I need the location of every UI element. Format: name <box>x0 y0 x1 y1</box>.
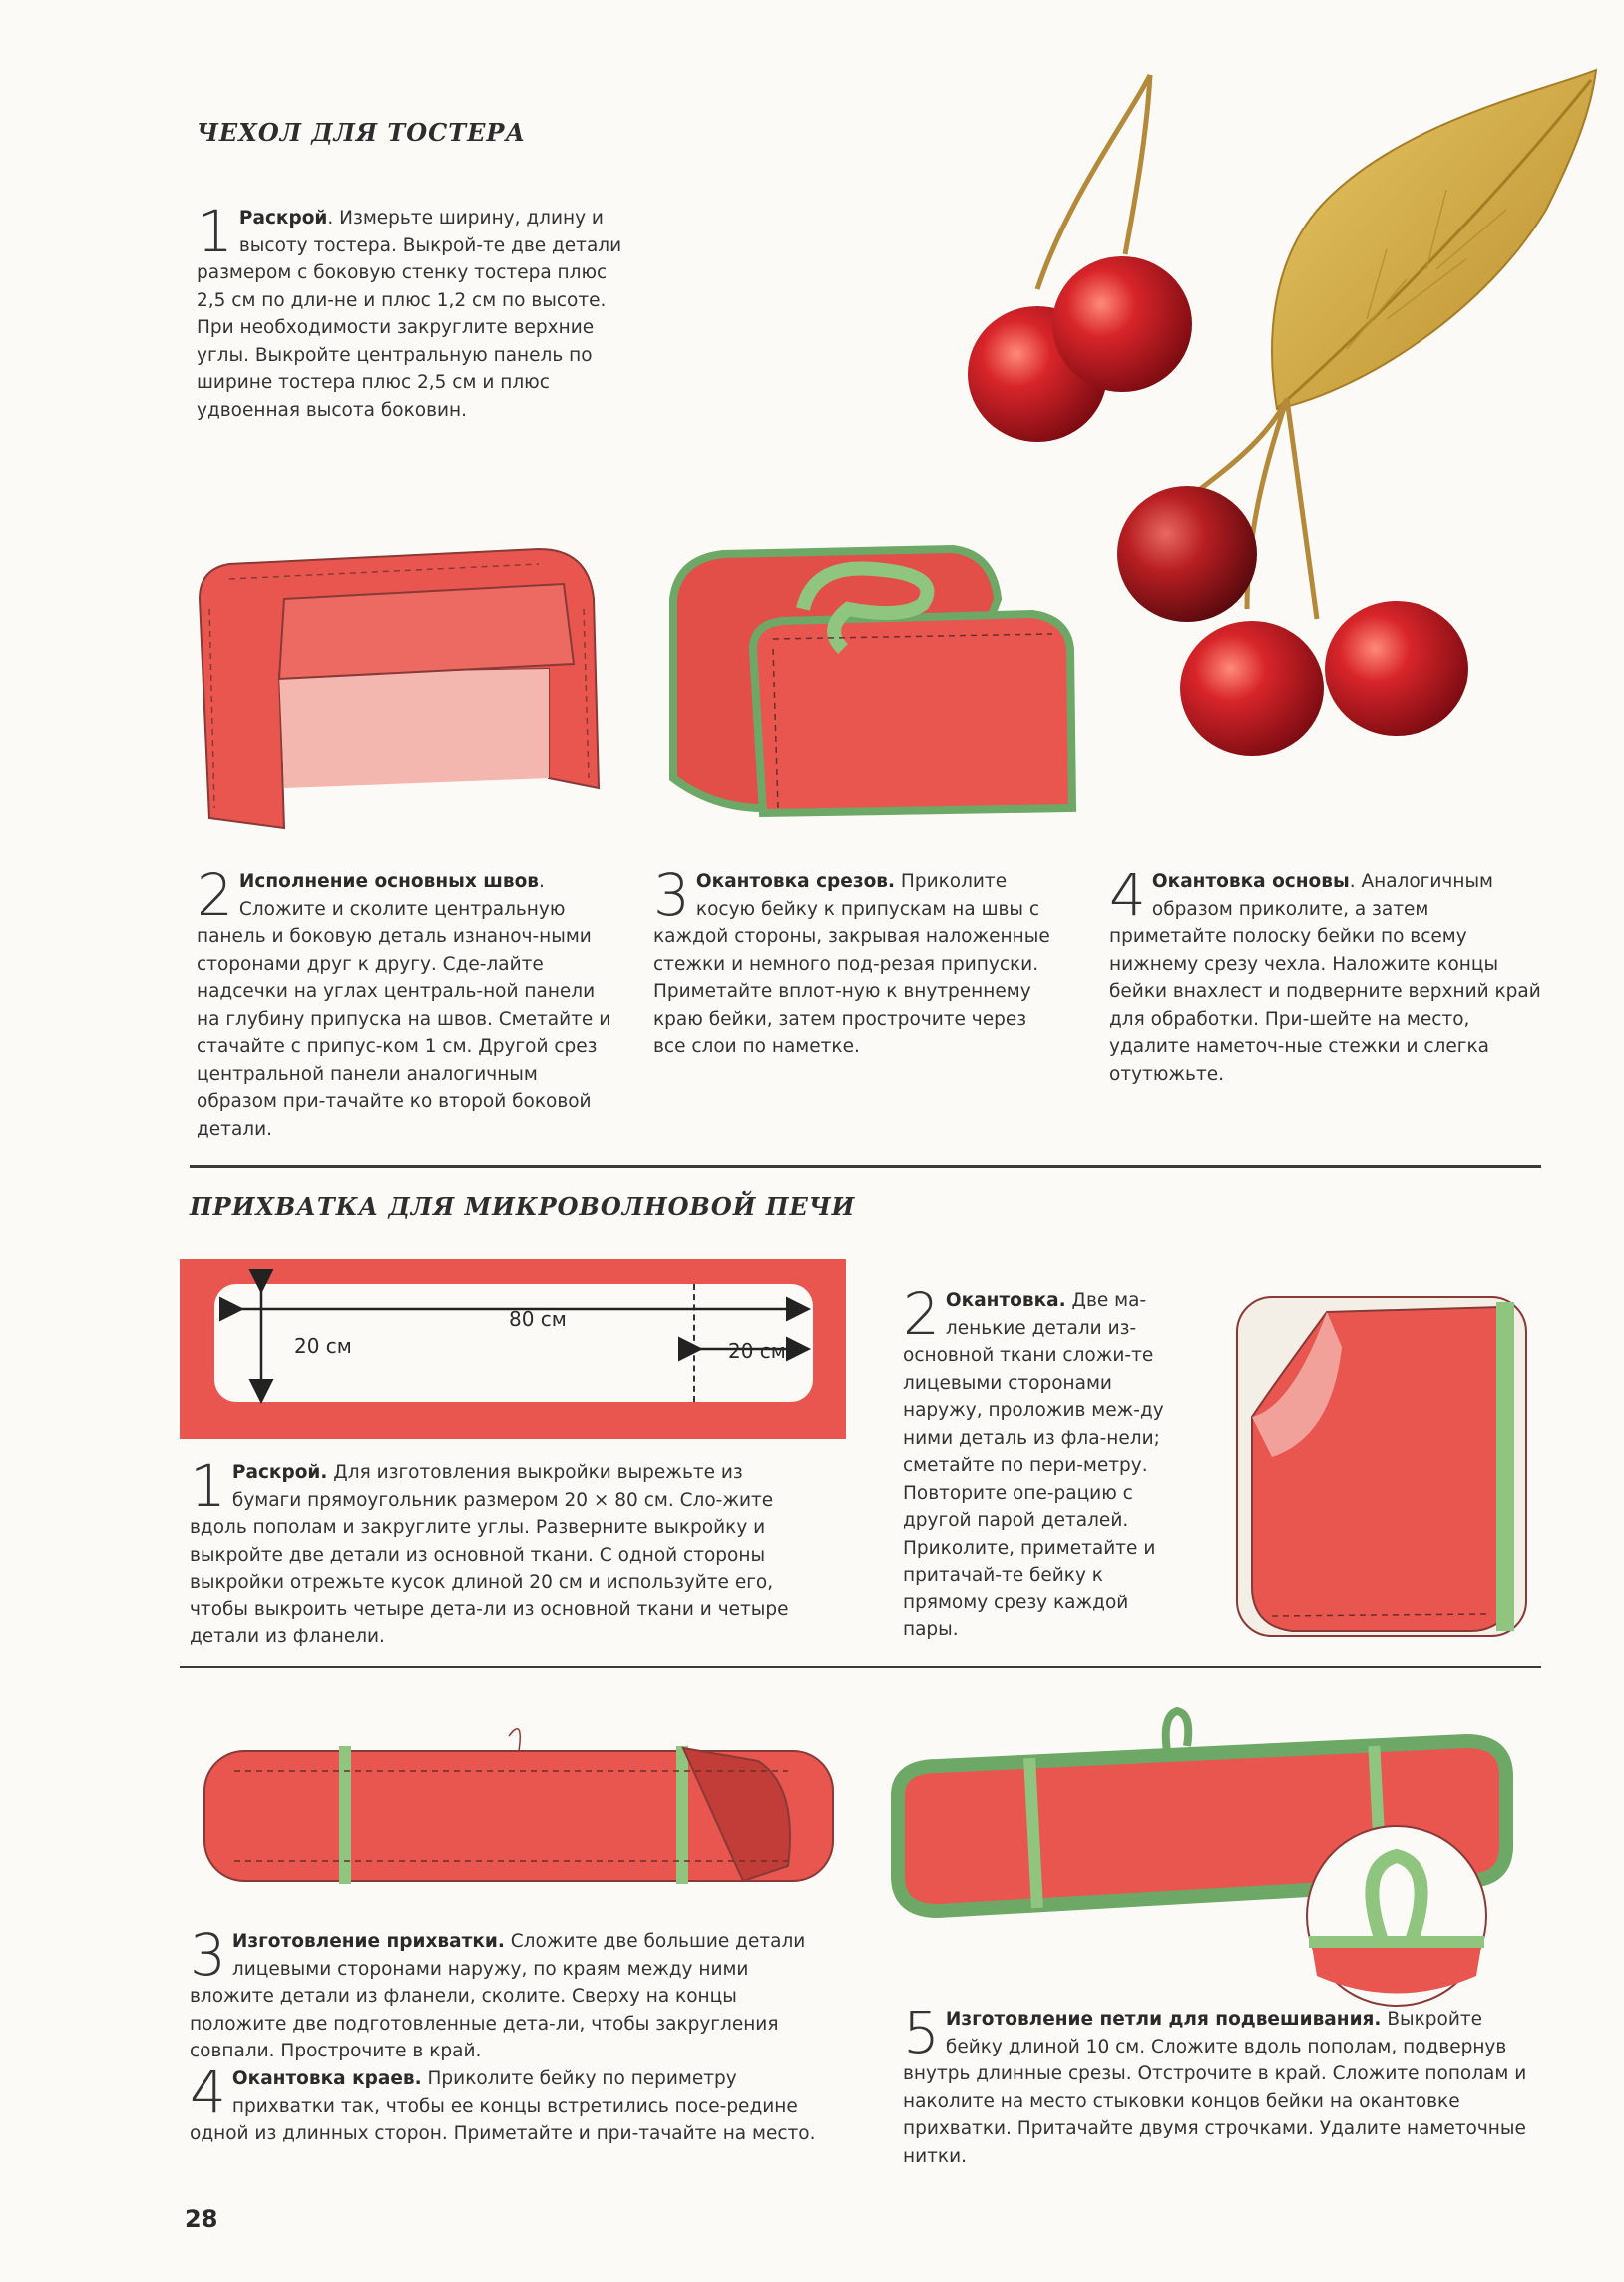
step-number: 1 <box>197 198 233 265</box>
step-heading: Окантовка краев. <box>231 2068 422 2089</box>
toaster-sew-illustration <box>190 539 618 838</box>
section-divider <box>190 1165 1541 1168</box>
mitt-step-2 <box>903 1280 1187 1644</box>
step-heading: Раскрой <box>238 208 328 228</box>
toaster-step-1 <box>197 198 635 424</box>
mitt-step-1 <box>190 1452 818 1651</box>
toaster-step-4 <box>1109 861 1548 1088</box>
step-number: 3 <box>653 861 690 929</box>
step-text: . Сложите и сколите центральную панель и боковую деталь изнаноч-ными сторонами друг к другу. Сде-лайте надсечки на углах централь-ной панели на глубину припуска на швов. Сметайте и стачайте с припус-ком 1 см. Другой срез центральной панели аналогичным образом при-тачайте ко второй боковой детали. <box>197 871 611 1140</box>
page-number: 28 <box>185 2205 218 2233</box>
cut-label: 20 см <box>728 1339 786 1363</box>
step-number: 2 <box>903 1280 940 1348</box>
step-heading: Окантовка основы <box>1151 871 1350 892</box>
toaster-title: ЧЕХОЛ ДЛЯ ТОСТЕРА <box>197 118 527 147</box>
mitt-step-4 <box>190 2058 828 2148</box>
step-number: 2 <box>197 861 233 929</box>
finished-mitt-illustration <box>888 1696 1526 1986</box>
cherry-icon <box>1180 621 1324 756</box>
step-number: 4 <box>190 2058 226 2126</box>
step-number: 3 <box>190 1921 226 1989</box>
step-number: 5 <box>903 1999 940 2066</box>
length-label: 80 см <box>509 1307 567 1331</box>
toaster-binding-illustration <box>653 539 1092 838</box>
step-text: . Аналогичным образом приколите, а затем приметайте полоску бейки по всему нижнему срезу чехла. Наложите концы бейки внахлест и подверните верхний край для обработки. При-шейте на место, удалите наметоч-ные стежки и слегка отутюжьте. <box>1109 871 1541 1085</box>
section-divider <box>180 1666 1541 1668</box>
mitt-step-3 <box>190 1921 828 2065</box>
cherry-icon <box>1117 486 1257 622</box>
cherry-icon <box>1052 256 1192 392</box>
step-number: 4 <box>1109 861 1146 929</box>
step-text: Две ма-ленькие детали из-основной ткани сложи-те лицевыми сторонами наружу, проложив меж-ду ними деталь из фла-нели; сметайте по пери-метру. Повторите опе-рацию с другой парой деталей. Приколите, приметайте и притачай-те бейку к прямому срезу каждой пары. <box>903 1290 1164 1640</box>
toaster-step-2 <box>197 861 615 1142</box>
step-text: Сложите две большие детали лицевыми сторонами наружу, по краям между ними вложите детали из фланели, сколите. Сверху на концы положите две подготовленные дета-ли, чтобы закругления совпали. Прострочите в край. <box>190 1931 806 2061</box>
step-text: Для изготовления выкройки вырежьте из бумаги прямоугольник размером 20 × 80 см. Сло-жите вдоль пополам и закруглите углы. Разверните выкройку и выкройте две детали из основной ткани. С одной стороны выкройки отрежьте кусок длиной 20 см и используйте его, чтобы выкроить четыре дета-ли из основной ткани и четыре детали из фланели. <box>190 1462 789 1647</box>
step-text: Приколите бейку по периметру прихватки так, чтобы ее концы встретились посе-редине одной из длинных сторон. Приметайте и при-тачайте на место. <box>190 2068 816 2144</box>
step-heading: Окантовка срезов. <box>695 871 896 892</box>
mitt-step-5 <box>903 1999 1541 2170</box>
pattern-diagram <box>180 1259 846 1439</box>
height-label: 20 см <box>294 1334 352 1358</box>
step-heading: Изготовление петли для подвешивания. <box>945 2009 1382 2030</box>
cherry-icon <box>1325 601 1468 736</box>
mitt-title: ПРИХВАТКА ДЛЯ МИКРОВОЛНОВОЙ ПЕЧИ <box>190 1192 856 1221</box>
step-heading: Изготовление прихватки. <box>231 1931 505 1952</box>
step-text: Приколите косую бейку к припускам на швы с каждой стороны, закрывая наложенные стежки и немного под-резая припуски. Приметайте вплот-ную к внутреннему краю бейки, затем прострочите через все слои по наметке. <box>653 871 1050 1057</box>
step-text: . Измерьте ширину, длину и высоту тостера. Выкрой-те две детали размером с боковую стенку тостера плюс 2,5 см по дли-не и плюс 1,2 см по высоте. При необходимости закруглите верхние углы. Выкройте центральную панель по ширине тостера плюс 2,5 см и плюс удвоенная высота боковин. <box>197 208 622 421</box>
toaster-step-3 <box>653 861 1062 1061</box>
step-heading: Исполнение основных швов <box>238 871 539 892</box>
step-text: Выкройте бейку длиной 10 см. Сложите вдоль пополам, подвернув внутрь длинные срезы. Отстрочите в край. Сложите пополам и наколите на место стыковки концов бейки на окантовке прихватки. Притачайте двумя строчками. Удалите наметочные нитки. <box>903 2009 1527 2167</box>
mitt-assembly-illustration <box>190 1716 848 1896</box>
step-heading: Окантовка. <box>945 1290 1066 1311</box>
small-pieces-illustration <box>1232 1287 1541 1646</box>
step-heading: Раскрой. <box>231 1462 328 1483</box>
step-number: 1 <box>190 1452 226 1520</box>
